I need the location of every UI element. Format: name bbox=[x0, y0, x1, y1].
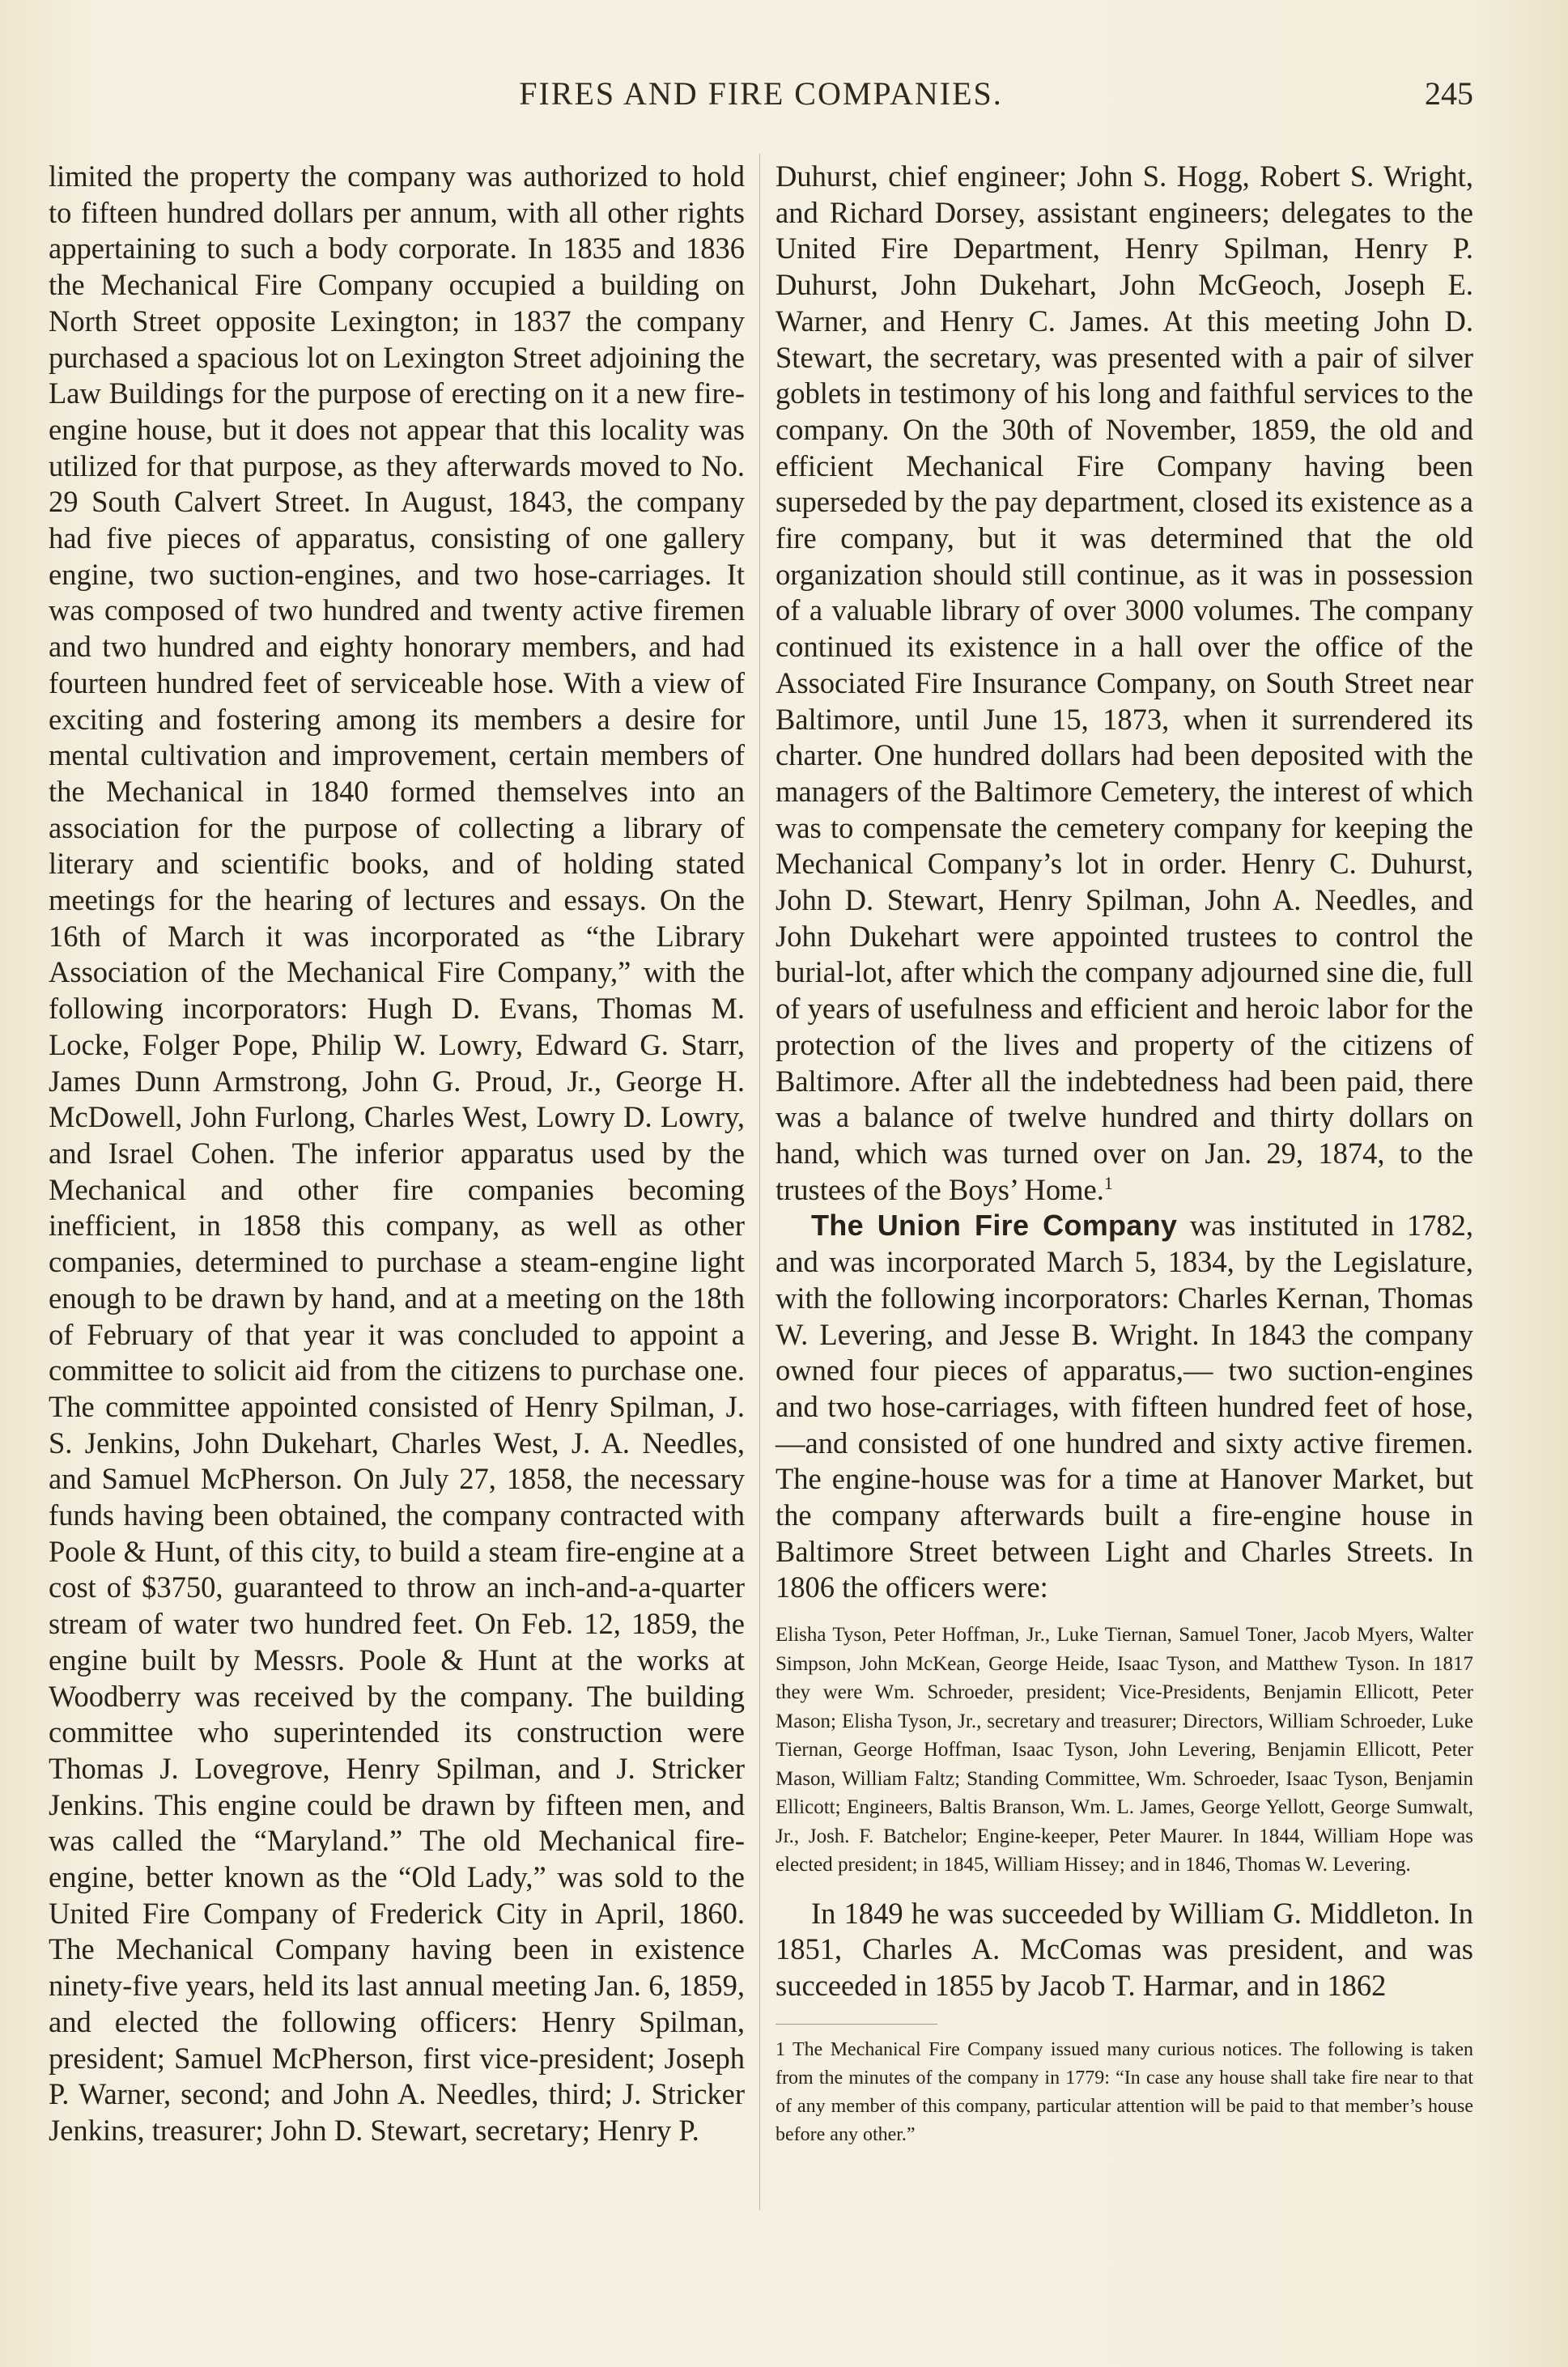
union-fire-company-paragraph bbox=[776, 1208, 1473, 1606]
page-header bbox=[49, 74, 1473, 123]
footnote-rule bbox=[776, 2024, 937, 2025]
officers-list: Elisha Tyson, Peter Hoffman, Jr., Luke Tiernan, Samuel Toner, Jacob Myers, Walter Simpson, John McKean, George Heide, Isaac Tyson, and Matthew Tyson. In 1817 they were Wm. Schroeder, president; Vice-Presidents, Benjamin Ellicott, Peter Mason; Elisha Tyson, Jr., secretary and treasurer; Directors, William Schroeder, Luke Tiernan, George Hoffman, Isaac Tyson, John Levering, Benjamin Ellicott, Peter Mason, William Faltz; Standing Committee, Wm. Schroeder, Isaac Tyson, Benjamin Ellicott; Engineers, Baltis Branson, Wm. L. James, George Yellott, George Sumwalt, Jr., Josh. F. Batchelor; Engine-keeper, Peter Maurer. In 1844, William Hope was elected president; in 1845, William Hissey; and in 1846, Thomas W. Levering. bbox=[776, 1624, 1473, 1876]
right-paragraph-continuation bbox=[776, 159, 1473, 1208]
right-column bbox=[776, 159, 1473, 2149]
page-number: 245 bbox=[1425, 75, 1473, 112]
running-title: FIRES AND FIRE COMPANIES. bbox=[519, 75, 1003, 112]
footnote-mark: 1 bbox=[1103, 1172, 1113, 1193]
union-fire-company-text: was instituted in 1782, and was incorporated March 5, 1834, by the Legislature, with the following incorporators: Charles Kernan, Thomas W. Levering, and Jesse B. Wright. In 1843 the company owned four pieces of apparatus,— two suction-engines and two hose-carriages, with fifteen hundred feet of hose,—and consisted of one hundred and sixty active firemen. The engine-house was for a time at Hanover Market, but the company afterwards built a fire-engine house in Baltimore Street between Light and Charles Streets. In 1806 the officers were: bbox=[776, 1209, 1474, 1604]
mechanical-company-text: Duhurst, chief engineer; John S. Hogg, Robert S. Wright, and Richard Dorsey, assistant engineers; delegates to the United Fire Department, Henry Spilman, Henry P. Duhurst, John Dukehart, John McGeoch, Joseph E. Warner, and Henry C. James. At this meeting John D. Stewart, the secretary, was presented with a pair of silver goblets in testimony of his long and faithful services to the company. On the 30th of November, 1859, the old and efficient Mechanical Fire Company having been superseded by the pay department, closed its existence as a fire company, but it was determined that the old organization should still continue, as it was in possession of a valuable library of over 3000 volumes. The company continued its existence in a hall over the office of the Associated Fire Insurance Company, on South Street near Baltimore, until June 15, 1873, when it surrendered its charter. One hundred dollars had been deposited with the managers of the Baltimore Cemetery, the interest of which was to compensate the cemetery company for keeping the Mechanical Company’s lot in order. Henry C. Duhurst, John D. Stewart, Henry Spilman, John A. Needles, and John Dukehart were appointed trustees to control the burial-lot, after which the company adjourned sine die, full of years of usefulness and efficient and heroic labor for the protection of the lives and property of the citizens of Baltimore. After all the indebtedness had been paid, there was a balance of twelve hundred and thirty dollars on hand, which was turned over on Jan. 29, 1874, to the trustees of the Boys’ Home. bbox=[776, 159, 1473, 1206]
union-fire-company-heading: The Union Fire Company bbox=[811, 1209, 1178, 1243]
column-divider bbox=[759, 154, 760, 2210]
left-paragraph: limited the property the company was authorized to hold to fifteen hundred dollars per annum, with all other rights appertaining to such a body corporate. In 1835 and 1836 the Mechanical Fire Company occupied a building on North Street opposite Lexington; in 1837 the company purchased a spacious lot on Lexington Street adjoining the Law Buildings for the purpose of erecting on it a new fire-engine house, but it does not appear that this locality was utilized for that purpose, as they afterwards moved to No. 29 South Calvert Street. In August, 1843, the company had five pieces of apparatus, consisting of one gallery engine, two suction-engines, and two hose-carriages. It was composed of two hundred and twenty active firemen and two hundred and eighty honorary members, and had fourteen hundred feet of serviceable hose. With a view of exciting and fostering among its members a desire for mental cultivation and improvement, certain members of the Mechanical in 1840 formed themselves into an association for the purpose of collecting a library of literary and scientific books, and of holding stated meetings for the hearing of lectures and essays. On the 16th of March it was incorporated as “the Library Association of the Mechanical Fire Company,” with the following incorporators: Hugh D. Evans, Thomas M. Locke, Folger Pope, Philip W. Lowry, Edward G. Starr, James Dunn Armstrong, John G. Proud, Jr., George H. McDowell, John Furlong, Charles West, Lowry D. Lowry, and Israel Cohen. The inferior apparatus used by the Mechanical and other fire companies becoming inefficient, in 1858 this company, as well as other companies, determined to purchase a steam-engine light enough to be drawn by hand, and at a meeting on the 18th of February of that year it was concluded to appoint a committee to solicit aid from the citizens to purchase one. The committee appointed consisted of Henry Spilman, J. S. Jenkins, John Dukehart, Charles West, J. A. Needles, and Samuel McPherson. On July 27, 1858, the necessary funds having been obtained, the company contracted with Poole & Hunt, of this city, to build a steam fire-engine at a cost of $3750, guaranteed to throw an inch-and-a-quarter stream of water two hundred feet. On Feb. 12, 1859, the engine built by Messrs. Poole & Hunt at the works at Woodberry was received by the company. The building committee who superintended its construction were Thomas J. Lovegrove, Henry Spilman, and J. Stricker Jenkins. This engine could be drawn by fifteen men, and was called the “Maryland.” The old Mechanical fire-engine, better known as the “Old Lady,” was sold to the United Fire Company of Frederick City in April, 1860. The Mechanical Company having been in existence ninety-five years, held its last annual meeting Jan. 6, 1859, and elected the following officers: Henry Spilman, president; Samuel McPherson, first vice-president; Joseph P. Warner, second; and John A. Needles, third; J. Stricker Jenkins, treasurer; John D. Stewart, secretary; Henry P. bbox=[49, 159, 745, 2147]
left-column bbox=[49, 159, 745, 2149]
footnote: 1 The Mechanical Fire Company issued many curious notices. The following is taken from the minutes of the company in 1779: “In case any house shall take fire near to that of any member of this company, particular attention will be paid to that member’s house before any other.” bbox=[776, 2038, 1473, 2145]
succession-paragraph: In 1849 he was succeeded by William G. Middleton. In 1851, Charles A. McComas was president, and was succeeded in 1855 by Jacob T. Harmar, and in 1862 bbox=[776, 1896, 1473, 2003]
